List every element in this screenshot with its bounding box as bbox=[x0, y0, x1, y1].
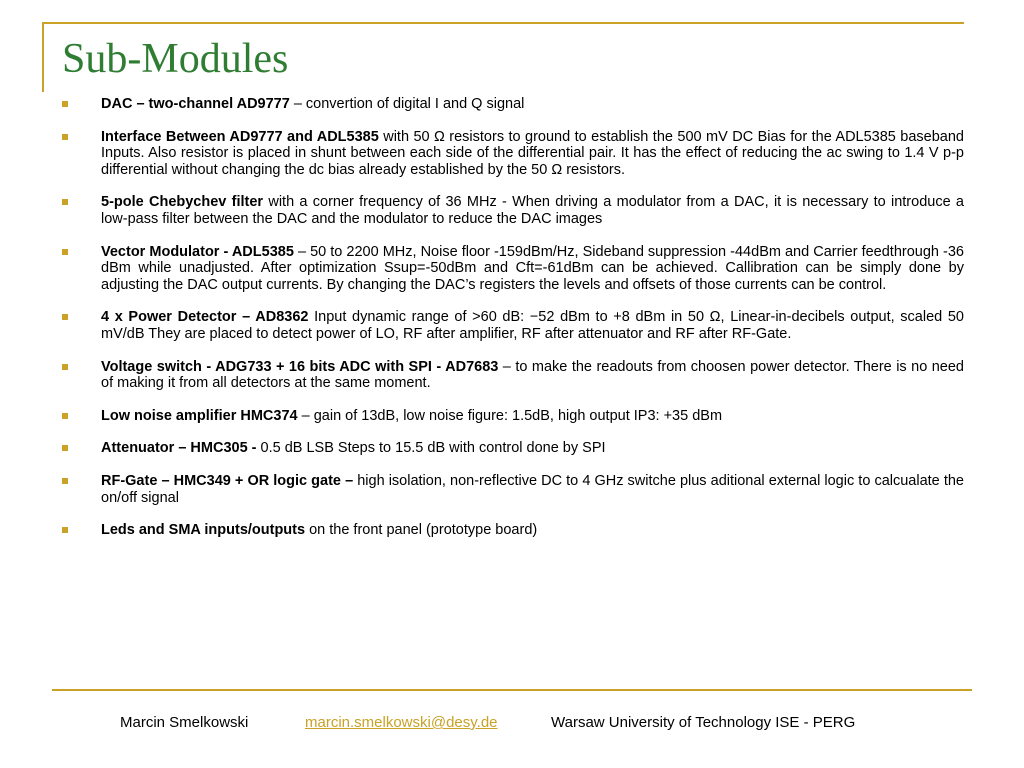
bullet-text: – gain of 13dB, low noise figure: 1.5dB, high output IP3: +35 dBm bbox=[297, 407, 723, 424]
footer-organization: Warsaw University of Technology ISE - PERG bbox=[551, 714, 856, 731]
bullet-heading: 5-pole Chebychev filter bbox=[101, 194, 264, 211]
bullet-text: – 50 to 2200 MHz, Noise floor -159dBm/Hz, Sideband suppression -44dBm and Carrier feedthrough -36 dBm while unadjusted. After optimization Ssup=-50dBm and Cft=-61dBm can be achieved. Callibration can be simply done by adjusting the DAC output currents. By changing the DAC’s registers the levels and offsets of those currents can be control. bbox=[101, 243, 964, 293]
slide-title: Sub-Modules bbox=[62, 36, 289, 82]
bullet-square-icon bbox=[62, 249, 68, 255]
bullet-list bbox=[62, 96, 964, 555]
bullet-heading: Low noise amplifier HMC374 bbox=[101, 407, 298, 424]
bullet-text: with a corner frequency of 36 MHz - When driving a modulator from a DAC, it is necessary to introduce a low-pass filter between the DAC and the modulator to reduce the DAC images bbox=[101, 194, 964, 227]
bullet-text: Input dynamic range of >60 dB: −52 dBm to +8 dBm in 50 Ω, Linear-in-decibels output, scaled 50 mV/dB They are placed to detect power of LO, RF after amplifier, RF after attenuator and RF after RF-Gate. bbox=[101, 309, 964, 342]
bullet-item-filter bbox=[62, 194, 964, 227]
bullet-square-icon bbox=[62, 314, 68, 320]
bullet-text: – to make the readouts from choosen power detector. There is no need of making it from all detectors at the same moment. bbox=[101, 358, 964, 392]
bullet-item-attenuator bbox=[62, 440, 964, 457]
bullet-square-icon bbox=[62, 527, 68, 533]
bullet-text: 0.5 dB LSB Steps to 15.5 dB with control done by SPI bbox=[256, 440, 606, 457]
bullet-heading: DAC – two-channel AD9777 bbox=[101, 96, 290, 112]
bullet-heading: Voltage switch - ADG733 + 16 bits ADC with SPI - AD7683 bbox=[101, 358, 499, 375]
bullet-item-power-detector bbox=[62, 309, 964, 342]
bullet-square-icon bbox=[62, 364, 68, 370]
title-accent-horizontal-line bbox=[42, 22, 964, 24]
bullet-square-icon bbox=[62, 134, 68, 140]
footer-author: Marcin Smelkowski bbox=[120, 714, 249, 731]
bullet-heading: Attenuator – HMC305 - bbox=[101, 440, 257, 457]
bullet-text: with 50 Ω resistors to ground to establish the 500 mV DC Bias for the ADL5385 baseband Inputs. Also resistor is placed in shunt between each side of the differential pair. It has the effect of reducing the ac swing to 1.4 V p-p differential without changing the dc bias already established by the 50 Ω resistors. bbox=[101, 128, 964, 178]
bullet-item-vector-modulator bbox=[62, 244, 964, 294]
bullet-square-icon bbox=[62, 413, 68, 419]
bullet-square-icon bbox=[62, 101, 68, 107]
bullet-heading: RF-Gate – HMC349 + OR logic gate – bbox=[101, 472, 354, 489]
bullet-text: high isolation, non-reflective DC to 4 GHz switche plus aditional external logic to calcualate the on/off signal bbox=[101, 472, 964, 506]
bullet-heading: Leds and SMA inputs/outputs bbox=[101, 522, 306, 539]
bullet-item-interface bbox=[62, 129, 964, 179]
bullet-item-rf-gate bbox=[62, 473, 964, 506]
bullet-heading: Vector Modulator - ADL5385 bbox=[101, 243, 294, 260]
bullet-heading: 4 x Power Detector – AD8362 bbox=[101, 309, 309, 326]
bullet-text: – convertion of digital I and Q signal bbox=[289, 96, 525, 112]
footer-divider-line bbox=[52, 689, 972, 691]
bullet-square-icon bbox=[62, 199, 68, 205]
footer-email-link[interactable]: marcin.smelkowski@desy.de bbox=[305, 714, 498, 731]
bullet-item-dac bbox=[62, 96, 964, 113]
bullet-heading: Interface Between AD9777 and ADL5385 bbox=[101, 128, 379, 145]
bullet-text: on the front panel (prototype board) bbox=[305, 522, 538, 539]
bullet-square-icon bbox=[62, 478, 68, 484]
bullet-item-leds bbox=[62, 522, 964, 539]
bullet-item-voltage-switch bbox=[62, 359, 964, 392]
title-accent-vertical-line bbox=[42, 22, 44, 92]
bullet-item-lna bbox=[62, 408, 964, 425]
bullet-square-icon bbox=[62, 445, 68, 451]
